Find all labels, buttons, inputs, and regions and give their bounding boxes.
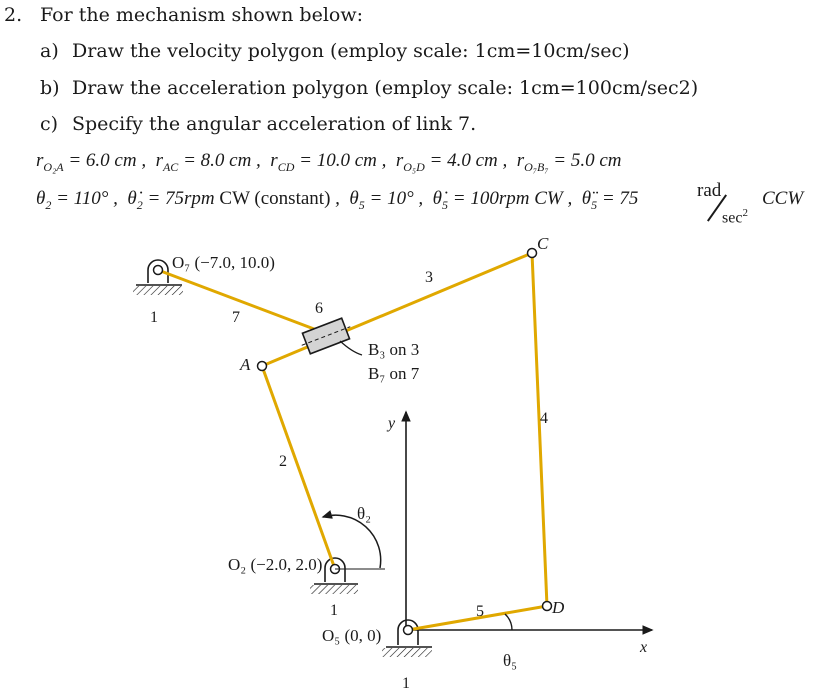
label-link-6: 6 [315,300,323,317]
given-motion: $\theta_2 = 110^\circ$ , $\thetȧ_2 = 75rpm$ CW (constant) , $\theta_5 = 10^\circ$ , $\thetȧ_5 = 100rpm$ CW , $\thetä_5 = 75$ [36,188,639,212]
label-d: D [552,598,565,617]
label-link-4: 4 [540,410,548,427]
slider-leader [340,341,362,355]
part-c-label: c) [40,113,59,135]
part-b-text: Draw the acceleration polygon (employ scale: 1cm=100cm/sec2) [72,77,699,99]
label-o2: O₂ (−2.0, 2.0) [228,555,323,574]
label-b3: B₃ on 3 [368,340,420,359]
label-theta5: θ₅ [503,651,518,670]
omega2-note: CW (constant) [219,188,331,209]
alpha5-unit-den: $\sec^2$ [722,207,748,227]
pin-d [543,602,552,611]
label-link-5: 5 [476,603,484,620]
theta2-value: 110 [73,188,101,209]
omega5-value: 100 [470,188,499,209]
r-o2a-value: 6.0 [85,150,110,171]
label-b7: B₇ on 7 [368,364,420,383]
label-o7: O₇ (−7.0, 10.0) [172,253,275,272]
r-o5d-value: 4.0 [447,150,471,171]
label-link-1a: 1 [150,309,158,326]
label-a: A [240,355,251,374]
theta5-value: 10 [387,188,407,209]
r-o7b7-value: 5.0 [570,150,595,171]
unit-cm: cm [114,150,137,171]
label-link-1c: 1 [402,675,410,692]
given-lengths: $r_{O_2A} = 6.0$ cm , $r_{AC} = 8.0$ cm , $r_{CD} = 10.0$ cm , $r_{O_5D} = 4.0$ cm , $r_{O_7B_7} = 5.0$ cm [36,150,622,174]
label-y: y [388,415,396,432]
theta5-arc [505,614,512,630]
part-b-label: b) [40,77,60,99]
label-link-3: 3 [425,269,433,286]
part-a-text: Draw the velocity polygon (employ scale: 1cm=10cm/sec) [72,40,630,62]
slider-block-6 [298,316,354,355]
alpha5-value: 75 [619,188,639,209]
label-o5: O₅ (0, 0) [322,626,382,645]
label-link-1b: 1 [330,602,338,619]
label-link-2: 2 [279,453,287,470]
alpha5-direction: CCW [762,188,804,209]
link-4 [532,253,547,606]
pin-c [528,249,537,258]
omega5-note: CW [534,188,563,209]
label-link-7: 7 [232,309,240,326]
alpha5-unit-num: rad [697,180,722,201]
link-2 [262,366,335,569]
label-x: x [640,639,648,656]
r-ac-value: 8.0 [200,150,225,171]
label-c: C [537,234,549,253]
pin-o5 [404,626,413,635]
r-cd-value: 10.0 [316,150,350,171]
links [158,253,547,630]
pin-a [258,362,267,371]
label-theta2: θ₂ [357,504,372,523]
omega2-value: 75 [165,188,185,209]
problem-intro: For the mechanism shown below: [40,4,363,26]
part-a-label: a) [40,40,59,62]
part-c-text: Specify the angular acceleration of link 7. [72,113,477,135]
pin-o7 [154,266,163,275]
link-7 [158,270,322,332]
problem-number: 2. [4,4,23,26]
